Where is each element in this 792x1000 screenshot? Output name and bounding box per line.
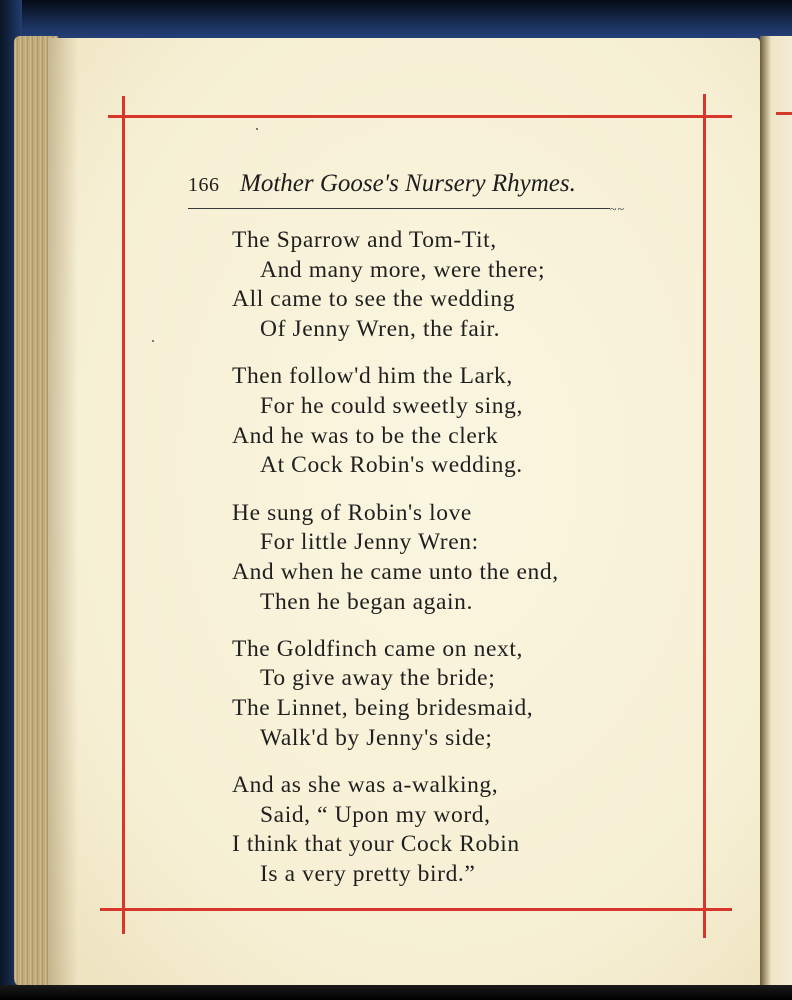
poem-line: The Linnet, being bridesmaid,	[232, 695, 534, 722]
red-border-bottom	[100, 908, 732, 911]
poem-stanza	[232, 226, 612, 345]
poem-stanza	[232, 771, 612, 890]
page-header	[188, 170, 608, 200]
facing-page-edge	[760, 36, 792, 988]
page-number: 166	[188, 174, 220, 196]
header-rule	[188, 208, 610, 209]
poem-line: All came to see the wedding	[232, 286, 516, 313]
red-border-right	[703, 94, 706, 938]
poem-line: He sung of Robin's love	[232, 499, 472, 526]
header-flourish: ~~	[610, 202, 625, 216]
poem-body	[232, 226, 612, 907]
bottom-shadow	[0, 985, 792, 1000]
red-border-left	[122, 96, 125, 934]
poem-line: Then he began again.	[260, 588, 473, 615]
poem-line: The Sparrow and Tom-Tit,	[232, 227, 497, 253]
poem-line: At Cock Robin's wedding.	[260, 452, 523, 479]
book-cover-top	[0, 0, 792, 40]
poem-line: The Goldfinch came on next,	[232, 635, 523, 662]
poem-stanza	[232, 635, 612, 754]
poem-line: Said, “ Upon my word,	[260, 801, 491, 828]
facing-page-red-rule	[776, 112, 792, 115]
poem-line: And when he came unto the end,	[232, 558, 559, 585]
poem-line: I think that your Cock Robin	[232, 831, 520, 858]
poem-stanza	[232, 499, 612, 618]
poem-line: Walk'd by Jenny's side;	[260, 724, 493, 751]
paper-speck	[152, 340, 154, 342]
poem-line: For he could sweetly sing,	[260, 392, 523, 419]
poem-stanza	[232, 362, 612, 481]
paper-speck	[256, 128, 258, 130]
poem-line: Then follow'd him the Lark,	[232, 363, 513, 390]
red-border-top	[108, 115, 732, 118]
poem-line: To give away the bride;	[260, 665, 496, 692]
page-gutter-shadow	[48, 38, 78, 988]
running-title: Mother Goose's Nursery Rhymes.	[240, 170, 576, 197]
poem-line: For little Jenny Wren:	[260, 529, 479, 556]
poem-line: And many more, were there;	[260, 256, 546, 283]
poem-line: Is a very pretty bird.”	[260, 861, 476, 888]
poem-line: And he was to be the clerk	[232, 422, 499, 449]
poem-line: Of Jenny Wren, the fair.	[260, 316, 501, 343]
poem-line: And as she was a-walking,	[232, 772, 499, 798]
